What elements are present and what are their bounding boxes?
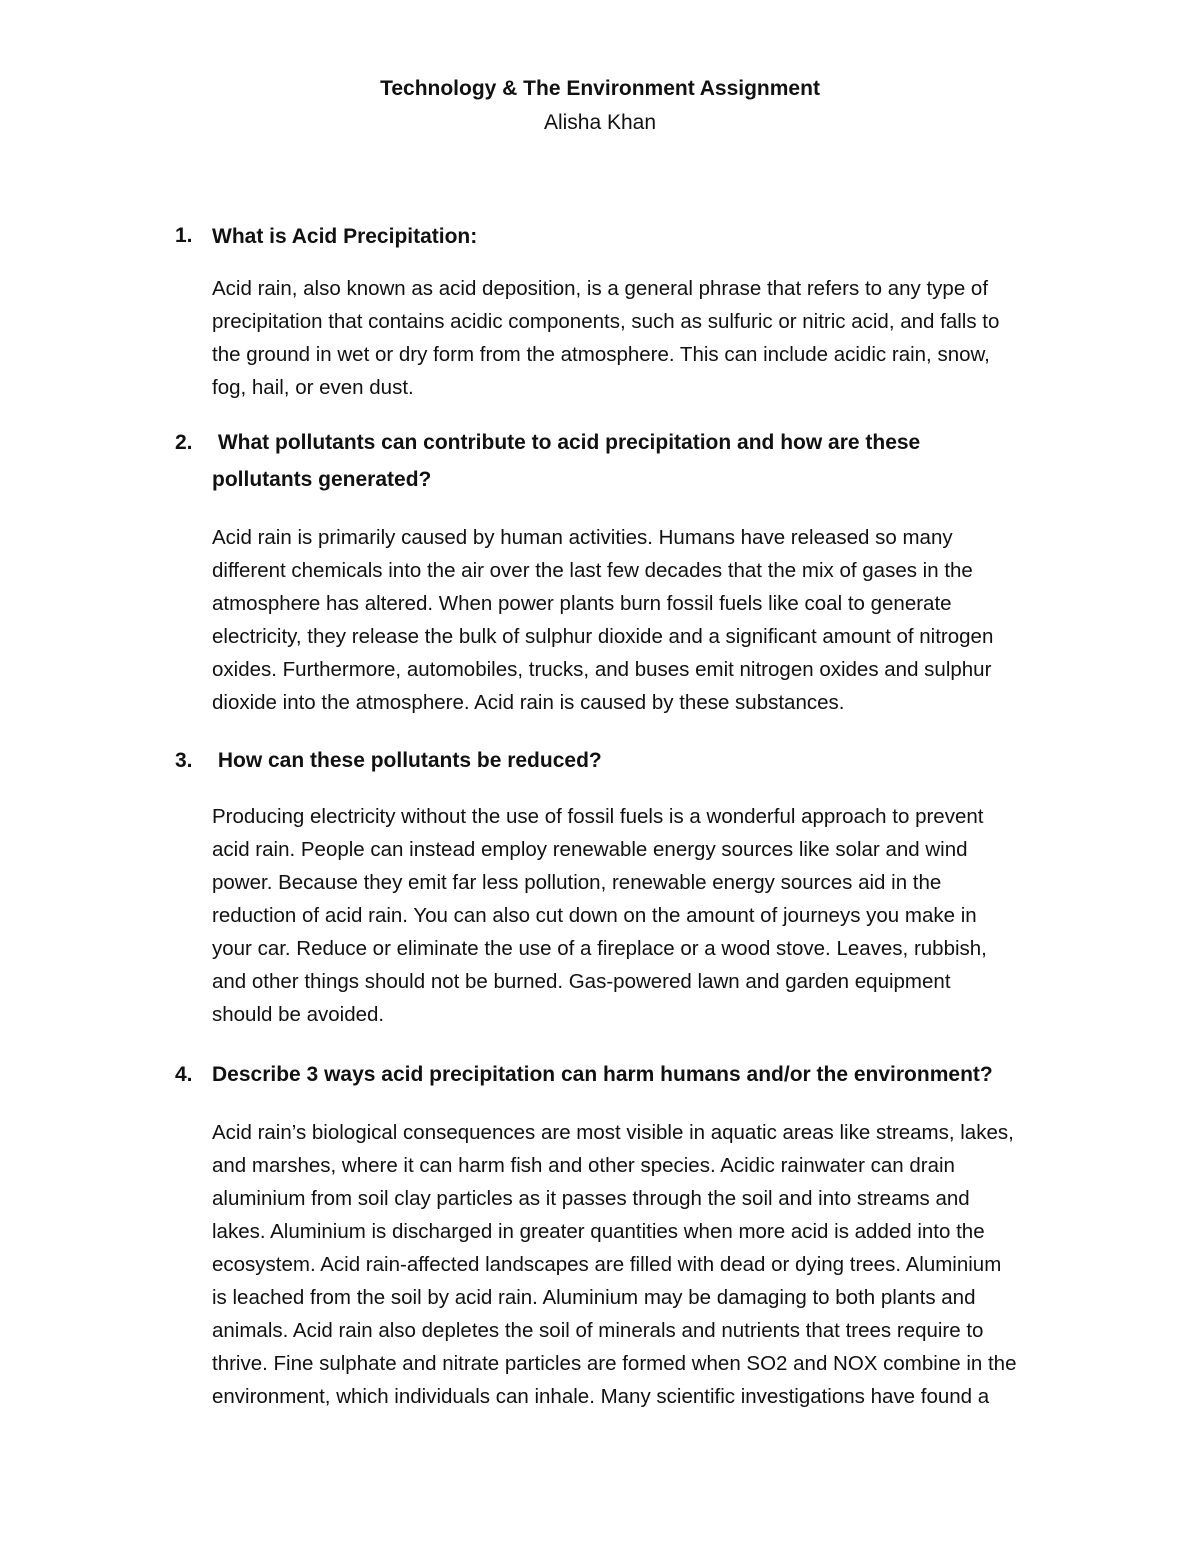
answer-line: different chemicals into the air over the last few decades that the mix of gases in the [212, 559, 973, 582]
question-1-answer [212, 272, 1092, 404]
answer-line: and other things should not be burned. Gas-powered lawn and garden equipment [212, 970, 951, 993]
question-2-number: 2. [175, 431, 193, 454]
answer-line: fog, hail, or even dust. [212, 376, 414, 399]
answer-line: Acid rain, also known as acid deposition, is a general phrase that refers to any type of [212, 277, 989, 300]
answer-line: the ground in wet or dry form from the atmosphere. This can include acidic rain, snow, [212, 343, 990, 366]
answer-line: acid rain. People can instead employ renewable energy sources like solar and wind [212, 838, 968, 861]
question-1-number: 1. [175, 224, 193, 247]
question-4-heading: Describe 3 ways acid precipitation can harm humans and/or the environment? [212, 1063, 993, 1086]
answer-line: thrive. Fine sulphate and nitrate particles are formed when SO2 and NOX combine in the [212, 1352, 1017, 1375]
answer-line: electricity, they release the bulk of sulphur dioxide and a significant amount of nitrogen [212, 625, 994, 648]
question-3-number: 3. [175, 749, 193, 772]
answer-line: your car. Reduce or eliminate the use of a fireplace or a wood stove. Leaves, rubbish, [212, 937, 987, 960]
answer-line: Acid rain’s biological consequences are most visible in aquatic areas like streams, lakes, [212, 1121, 1014, 1144]
answer-line: Acid rain is primarily caused by human activities. Humans have released so many [212, 526, 953, 549]
question-4-number: 4. [175, 1063, 193, 1086]
answer-line: precipitation that contains acidic components, such as sulfuric or nitric acid, and falls to [212, 310, 1000, 333]
question-1-heading: What is Acid Precipitation: [212, 225, 478, 248]
answer-line: lakes. Aluminium is discharged in greater quantities when more acid is added into the [212, 1220, 985, 1243]
answer-line: atmosphere has altered. When power plants burn fossil fuels like coal to generate [212, 592, 952, 615]
question-line: pollutants generated? [212, 468, 432, 491]
question-line: What pollutants can contribute to acid precipitation and how are these [212, 431, 921, 454]
question-4-answer [212, 1116, 1092, 1413]
answer-line: power. Because they emit far less pollution, renewable energy sources aid in the [212, 871, 942, 894]
question-2-heading [212, 424, 1082, 498]
answer-line: animals. Acid rain also depletes the soil of minerals and nutrients that trees require to [212, 1319, 984, 1342]
answer-line: and marshes, where it can harm fish and other species. Acidic rainwater can drain [212, 1154, 955, 1177]
answer-line: oxides. Furthermore, automobiles, trucks, and buses emit nitrogen oxides and sulphur [212, 658, 992, 681]
answer-line: should be avoided. [212, 1003, 385, 1026]
question-3-answer [212, 800, 1092, 1031]
question-3-heading: How can these pollutants be reduced? [212, 749, 602, 772]
answer-line: environment, which individuals can inhale. Many scientific investigations have found a [212, 1385, 990, 1408]
answer-line: is leached from the soil by acid rain. Aluminium may be damaging to both plants and [212, 1286, 976, 1309]
document-author: Alisha Khan [543, 111, 657, 134]
answer-line: aluminium from soil clay particles as it passes through the soil and into streams and [212, 1187, 970, 1210]
document-title: Technology & The Environment Assignment [380, 77, 820, 100]
answer-line: ecosystem. Acid rain-affected landscapes are filled with dead or dying trees. Aluminium [212, 1253, 1002, 1276]
question-2-answer [212, 521, 1092, 719]
answer-line: Producing electricity without the use of fossil fuels is a wonderful approach to prevent [212, 805, 984, 828]
answer-line: dioxide into the atmosphere. Acid rain is caused by these substances. [212, 691, 845, 714]
answer-line: reduction of acid rain. You can also cut down on the amount of journeys you make in [212, 904, 977, 927]
